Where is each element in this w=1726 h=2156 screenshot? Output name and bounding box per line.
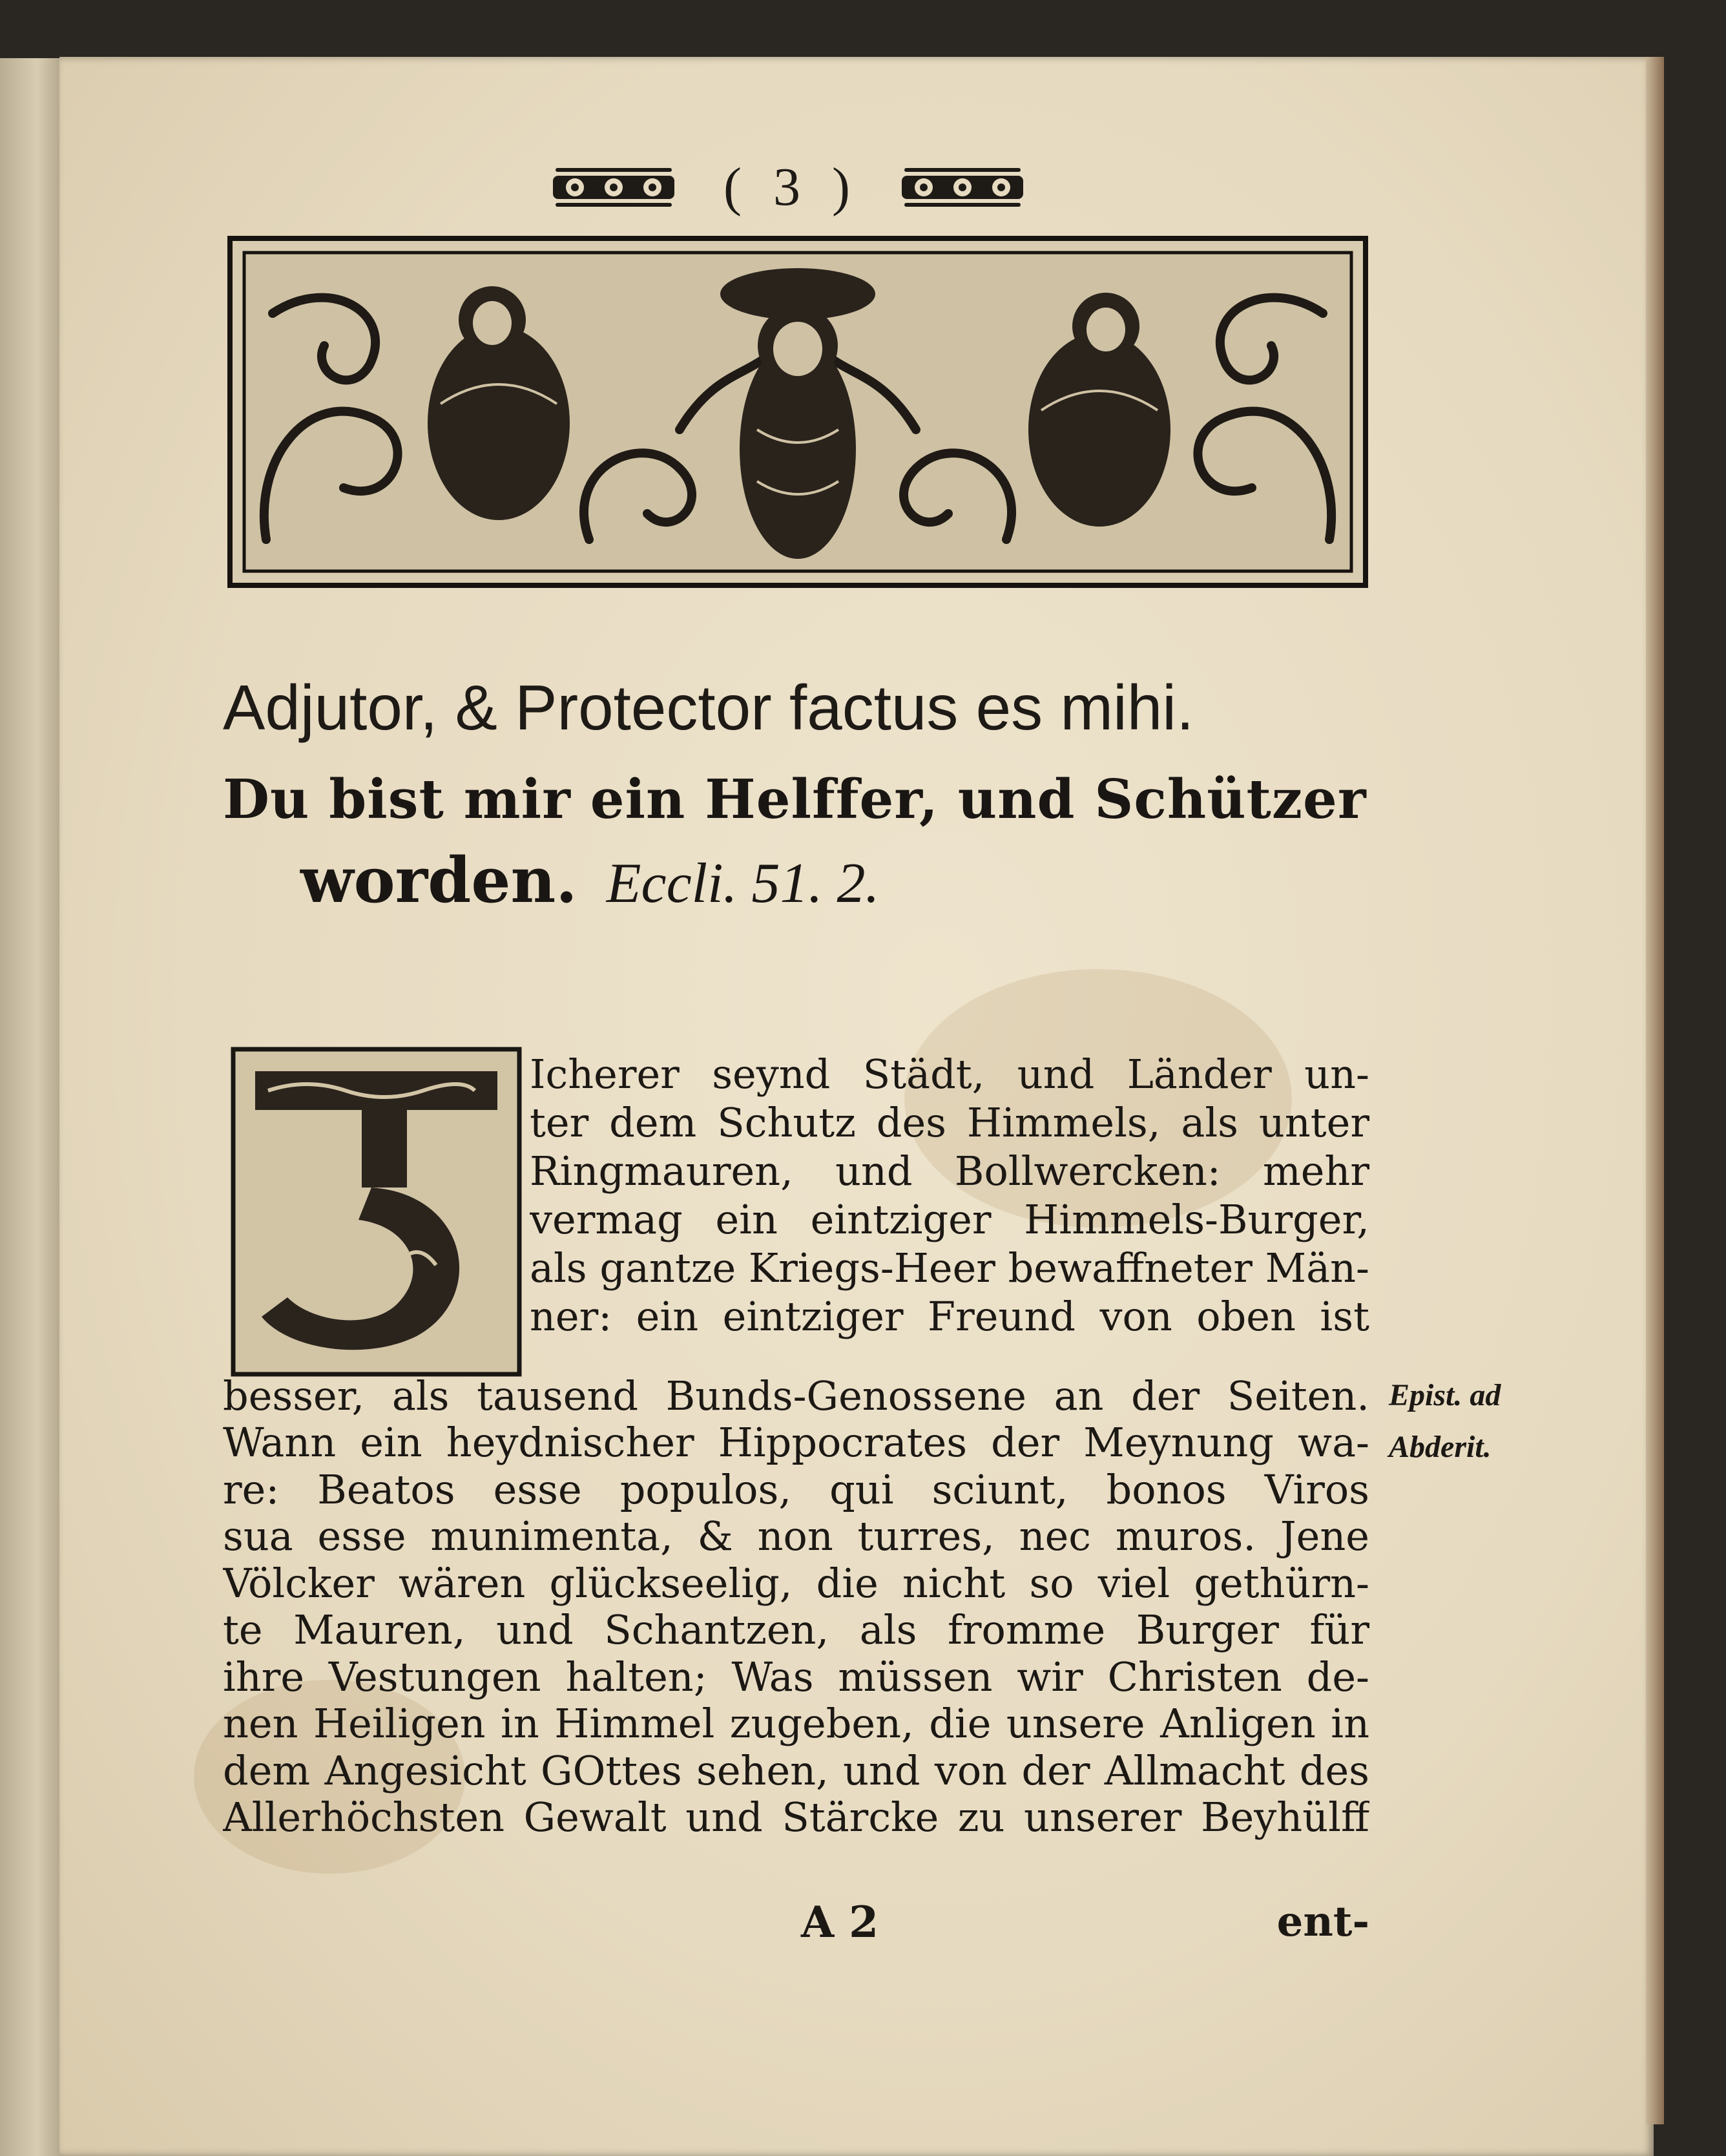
title-line-2 xyxy=(300,840,1205,921)
german-title: Du bist mir ein Helffer, und Schützer xyxy=(223,768,1367,831)
text-line: nen Heiligen in Himmel zugeben, die unsere Anligen in xyxy=(223,1700,1369,1747)
facing-page-edge xyxy=(0,58,68,2156)
text-line: vermag ein eintziger Himmels-Burger, xyxy=(530,1196,1369,1243)
text-line: re: Beatos esse populos, qui sciunt, bonos Viros xyxy=(223,1466,1369,1513)
signature-mark: A 2 xyxy=(800,1897,879,1947)
latin-title: Adjutor, & Protector factus es mihi. xyxy=(223,672,1194,743)
woodcut-headpiece xyxy=(227,236,1368,588)
text-line: Ringmauren, und Bollwercken: mehr xyxy=(530,1147,1369,1195)
marginal-note-line: Abderit. xyxy=(1389,1430,1492,1464)
text-line: als gantze Kriegs-Heer bewaffneter Män- xyxy=(530,1244,1369,1292)
scripture-reference: Eccli. 51. 2. xyxy=(606,852,880,915)
marginal-note-line: Epist. ad xyxy=(1389,1378,1501,1412)
text-line: Allerhöchsten Gewalt und Stärcke zu unserer Beyhülff xyxy=(223,1794,1369,1841)
text-line: sua esse munimenta, & non turres, nec muros. Jene xyxy=(223,1512,1369,1560)
header-ornament-icon xyxy=(898,163,1027,212)
page-number: ( 3 ) xyxy=(723,157,859,217)
text-line: besser, als tausend Bunds-Genossene an der Seiten. xyxy=(223,1372,1369,1419)
page-fore-edge xyxy=(1646,57,1664,2124)
german-title-continuation: worden. xyxy=(300,844,577,917)
text-line: Wann ein heydnischer Hippocrates der Meynung wa- xyxy=(223,1419,1369,1466)
text-line: te Mauren, und Schantzen, als fromme Burger für xyxy=(223,1606,1369,1653)
text-line: dem Angesicht GOttes sehen, und von der Allmacht des xyxy=(223,1747,1369,1794)
text-line: Icherer seynd Städt, und Länder un- xyxy=(530,1051,1369,1098)
running-header xyxy=(549,155,1040,220)
text-line: ter dem Schutz des Himmels, als unter xyxy=(530,1099,1369,1146)
text-line: Völcker wären glückseelig, die nicht so viel gethürn- xyxy=(223,1560,1369,1607)
header-ornament-icon xyxy=(549,163,678,212)
text-line: ner: ein eintziger Freund von oben ist xyxy=(530,1293,1369,1340)
text-line: ihre Vestungen halten; Was müssen wir Christen de- xyxy=(223,1653,1369,1701)
marginal-note xyxy=(1389,1370,1518,1473)
catchword: ent- xyxy=(1276,1898,1369,1946)
decorated-initial-s xyxy=(229,1045,523,1378)
page-footer xyxy=(226,1890,1369,1954)
